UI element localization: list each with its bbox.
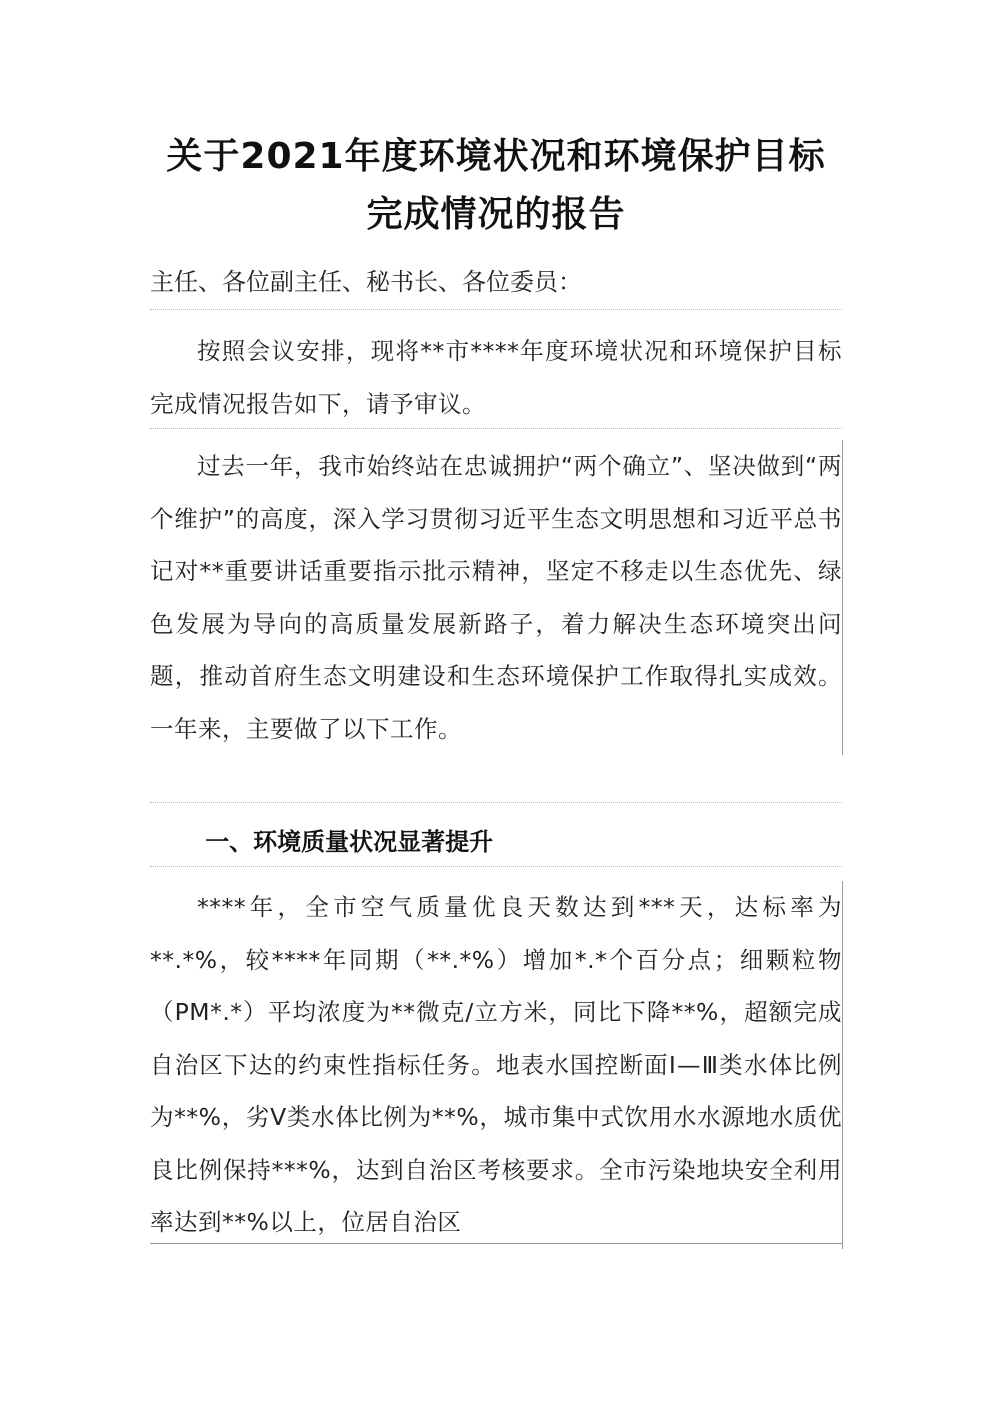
divider (150, 802, 842, 803)
divider (150, 309, 842, 310)
body-paragraph: 过去一年，我市始终站在忠诚拥护“两个确立”、坚决做到“两个维护”的高度，深入学习贯彻习近平生态文明思想和习近平总书记对**重要讲话重要指示批示精神，坚定不移走以生态优先、绿色发展为导向的高质量发展新路子，着力解决生态环境突出问题，推动首府生态文明建设和生态环境保护工作取得扎实成效。一年来，主要做了以下工作。 (150, 440, 843, 755)
divider (150, 866, 842, 867)
divider (150, 428, 842, 429)
section-paragraph: ****年，全市空气质量优良天数达到***天，达标率为**.*%，较****年同期（**.*%）增加*.*个百分点；细颗粒物（PM*.*）平均浓度为**微克/立方米，同比下降**%，超额完成自治区下达的约束性指标任务。地表水国控断面Ⅰ—Ⅲ类水体比例为**%，劣Ⅴ类水体比例为**%，城市集中式饮用水水源地水质优良比例保持***%，达到自治区考核要求。全市污染地块安全利用率达到**%以上，位居自治区 (150, 881, 843, 1249)
intro-paragraph: 按照会议安排，现将**市****年度环境状况和环境保护目标完成情况报告如下，请予审议。 (150, 337, 842, 418)
section-heading: 一、环境质量状况显著提升 (205, 828, 494, 856)
divider (150, 1243, 842, 1244)
document-title: 关于2021年度环境状况和环境保护目标完成情况的报告 (166, 136, 826, 235)
salutation: 主任、各位副主任、秘书长、各位委员： (150, 268, 582, 296)
